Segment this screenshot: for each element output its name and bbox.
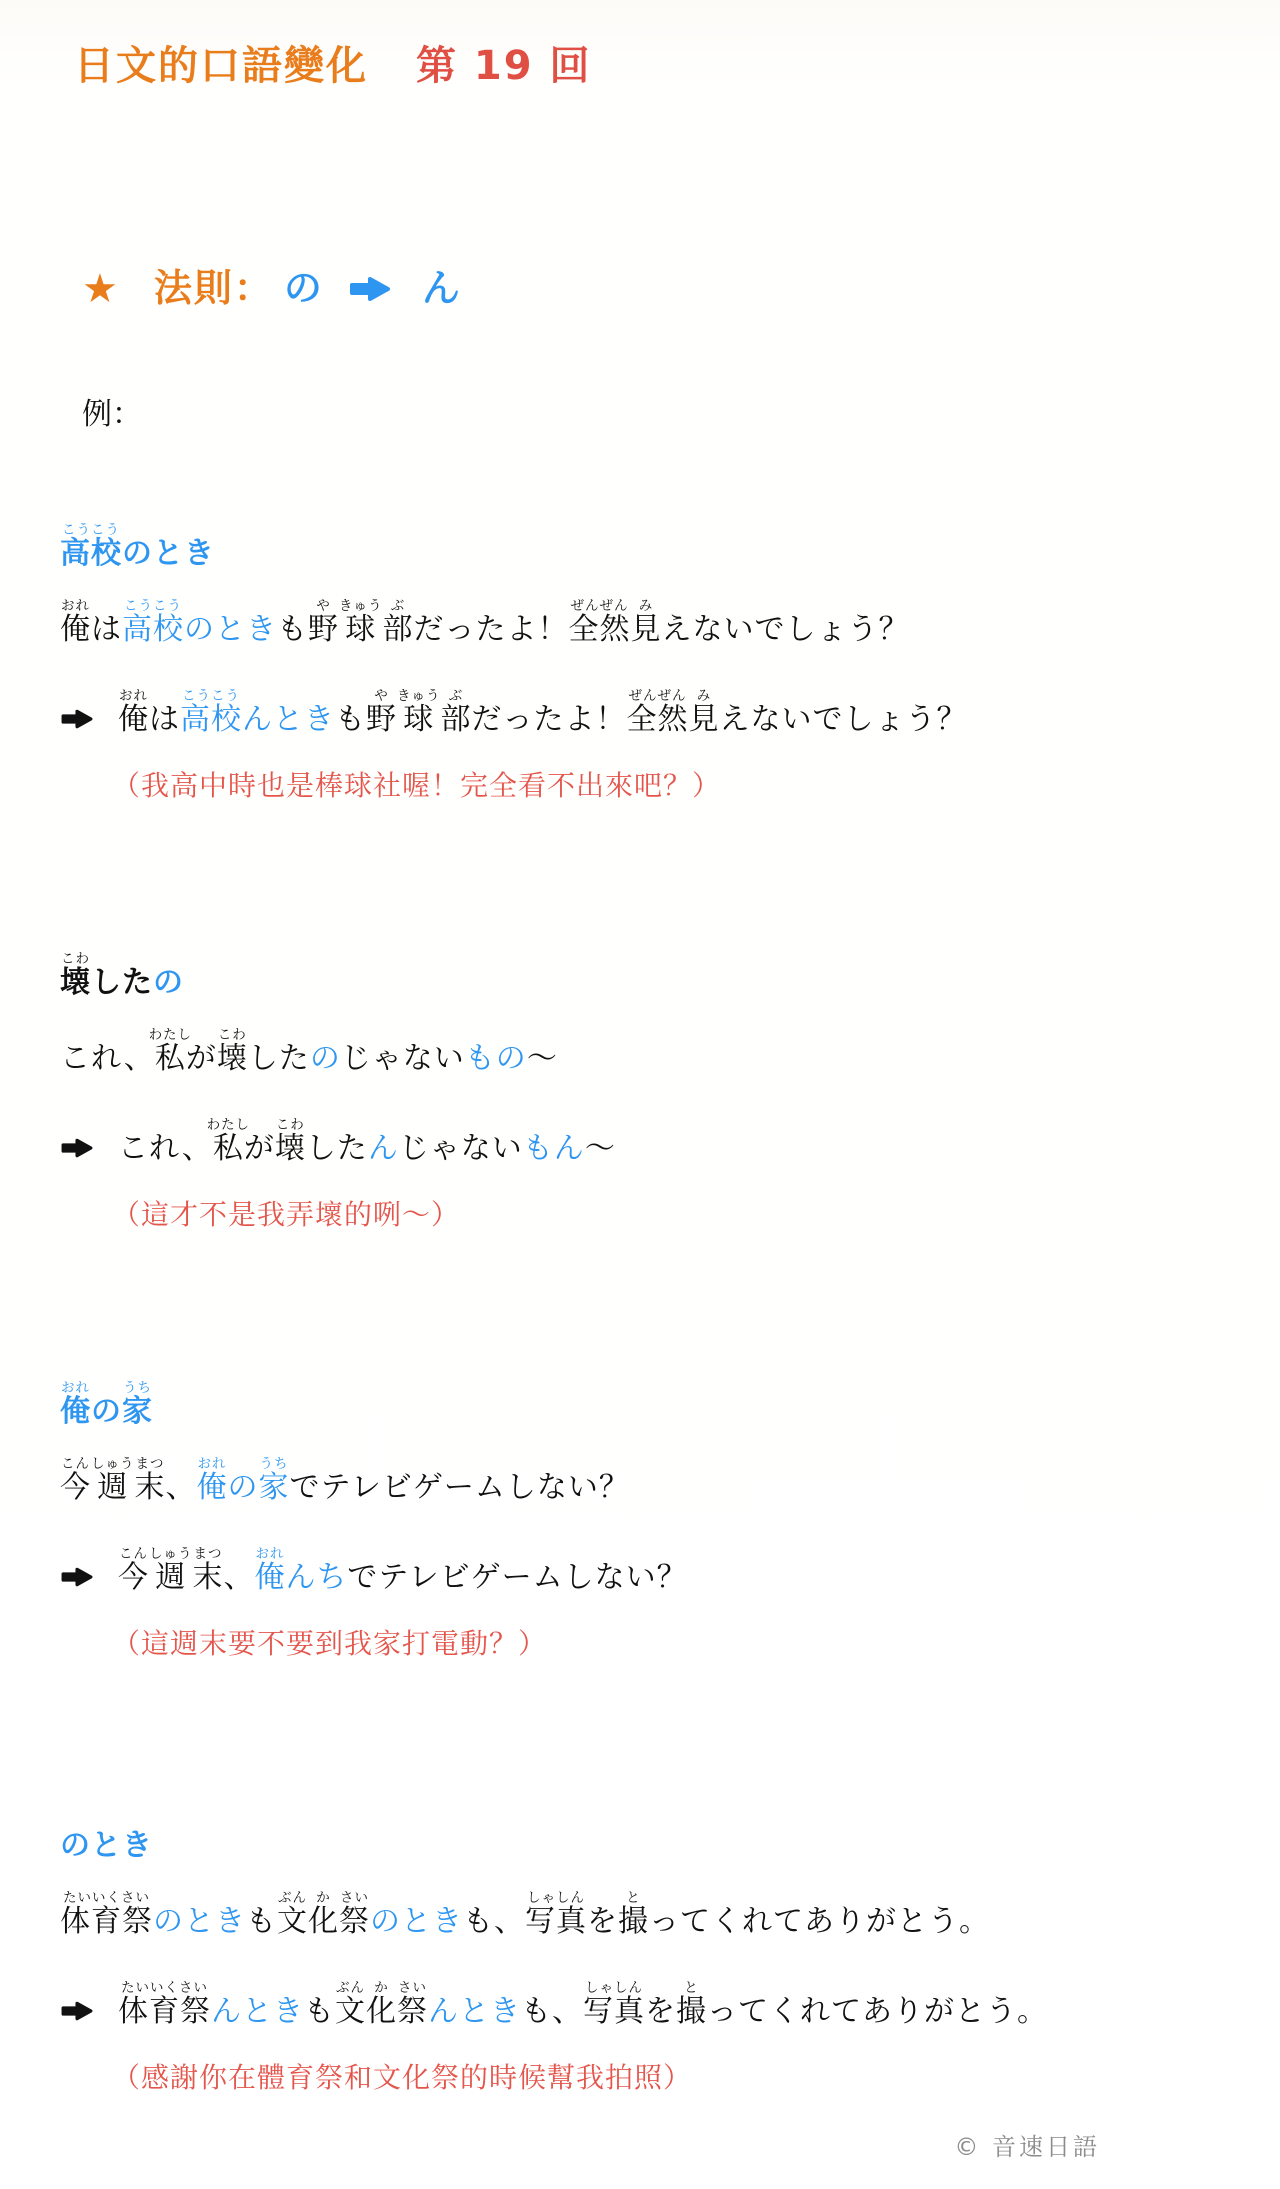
sentence-converted-text: 今こん週しゅう末まつ、俺おれんちでテレビゲームしない？	[118, 1546, 688, 1596]
chinese-translation: （我高中時也是棒球社喔！完全看不出來吧？）	[112, 769, 722, 802]
arrow-right-icon	[348, 274, 392, 304]
example-block-2	[60, 951, 1240, 1234]
example-heading-text: 俺おれの家うち	[60, 1380, 153, 1430]
example-heading	[60, 1816, 1240, 1876]
sentence-original	[60, 598, 1240, 660]
example-heading-text: 壊こわしたの	[60, 951, 184, 1001]
sentence-converted	[60, 688, 1240, 750]
sentence-converted	[60, 1546, 1240, 1608]
arrow-right-icon	[60, 1998, 94, 2024]
example-heading-text: のとき	[60, 1827, 153, 1863]
example-heading	[60, 522, 1240, 584]
example-block-4	[60, 1816, 1240, 2097]
rule-line	[82, 262, 1240, 316]
arrow-right-icon	[60, 1135, 94, 1161]
rule-from-kana: の	[283, 266, 324, 311]
sentence-converted-text: これ、私わたしが壊こわしたんじゃないもん〜	[118, 1117, 616, 1167]
sentence-original-text: 体育祭たいいくさいのときも文ぶん化か祭さいのときも、写真しゃしんを撮とってくれてありがとう。	[60, 1889, 990, 1939]
sentence-original	[60, 1027, 1240, 1089]
sentence-converted	[60, 1117, 1240, 1179]
chinese-translation: （這才不是我弄壞的咧〜）	[112, 1198, 461, 1232]
sentence-converted-text: 体育祭たいいくさいんときも文ぶん化か祭さいんときも、写真しゃしんを撮とってくれてありがとう。	[118, 1979, 1048, 2029]
example-heading	[60, 1380, 1240, 1442]
chinese-translation: （感謝你在體育祭和文化祭的時候幫我拍照）	[112, 2060, 693, 2094]
arrow-right-icon	[60, 1564, 94, 1590]
sentence-original	[60, 1456, 1240, 1518]
chinese-translation: （這週末要不要到我家打電動？）	[112, 1627, 548, 1661]
sentence-original-text: 俺おれは高校こうこうのときも野や球きゅう部ぶだったよ！全然ぜんぜん見みえないでしょう？	[60, 598, 910, 647]
sentence-original	[60, 1890, 1240, 1952]
sentence-converted-text: 俺おれは高校こうこうんときも野や球きゅう部ぶだったよ！全然ぜんぜん見みえないでしょう？	[118, 688, 968, 737]
copyright-notice: © 音速日語	[954, 2132, 1100, 2161]
example-block-1	[60, 522, 1240, 805]
example-heading	[60, 951, 1240, 1013]
page-title-main: 日文的口語變化	[74, 43, 368, 89]
example-block-3	[60, 1380, 1240, 1663]
arrow-right-icon	[60, 706, 94, 732]
example-heading-text: 高校こうこうのとき	[60, 522, 215, 571]
example-section-label: 例：	[82, 397, 142, 432]
rule-label: 法則：	[153, 266, 274, 311]
page-title	[74, 40, 1240, 92]
sentence-original-text: これ、私わたしが壊こわしたのじゃないもの〜	[60, 1027, 558, 1077]
sentence-original-text: 今こん週しゅう末まつ、俺おれの家うちでテレビゲームしない？	[60, 1456, 630, 1506]
star-icon: ★	[82, 266, 120, 312]
page-title-episode: 第 19 回	[416, 43, 592, 89]
sentence-converted	[60, 1980, 1240, 2042]
rule-to-kana: ん	[421, 266, 462, 311]
